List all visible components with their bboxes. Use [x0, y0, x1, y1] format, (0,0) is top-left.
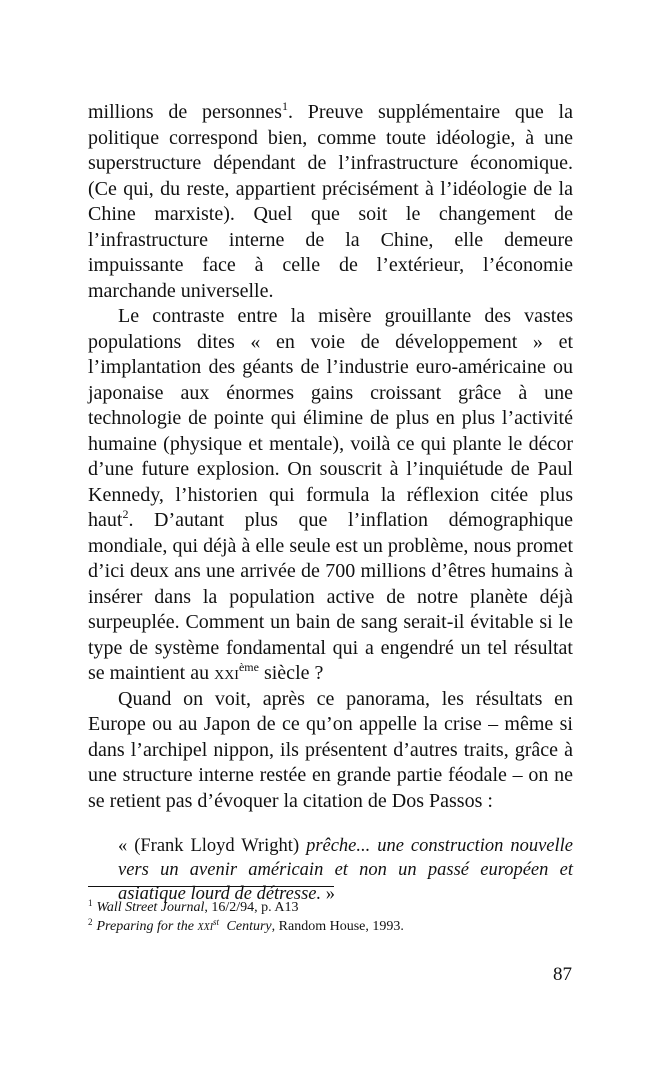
paragraph-1-text-a: millions de personnes [88, 101, 282, 123]
paragraph-1 [88, 100, 573, 304]
paragraph-3: Quand on voit, après ce panorama, les résultats en Europe ou au Japon de ce qu’on appelle la crise – même si dans l’archipel nippon, ils présentent d’autres traits, grâce à une structure interne restée en grande partie féodale – on ne se retient pas d’évoquer la citation de Dos Passos : [88, 687, 573, 812]
quote-close: » [321, 884, 336, 904]
footnote-ref-2[interactable]: 2 [122, 507, 129, 521]
footnote-2-number: 2 [88, 917, 93, 927]
footnote-1 [88, 898, 573, 917]
footnote-2-century: xxi [197, 919, 214, 934]
paragraph-1-text-b: . Preuve supplémentaire que la politique correspond bien, comme toute idéologie, à une superstructure dépendant de l’infrastructure économique. (Ce qui, du reste, appartient précisément à l’idéologie de la Chine marxiste). Quel que soit le changement de l’infrastructure interne de la Chine, elle demeure impuissante face à celle de l’extérieur, l’économie marchande universelle. [88, 101, 573, 302]
footnote-1-number: 1 [88, 898, 93, 908]
paragraph-2-text-b: . D’autant plus que l’inflation démographique mondiale, qui déjà à elle seule est un problème, nous promet d’ici deux ans une arrivée de 700 millions d’êtres humains à insérer dans la population active de notre planète déjà surpeuplée. Comment un bain de sang serait-il évitable si le type de système fondamental qui a engendré un tel résultat se maintient au [88, 509, 573, 684]
century-ordinal: ème [238, 660, 259, 674]
footnote-1-text: , 16/2/94, p. A13 [204, 900, 299, 915]
paragraph-2 [88, 304, 573, 687]
footnote-2-title [97, 919, 272, 934]
footnotes [88, 898, 573, 936]
page-body [88, 100, 573, 906]
footnote-2 [88, 917, 573, 936]
footnote-2-title-a: Preparing for the [96, 919, 198, 934]
century-numeral: xxi [214, 662, 239, 684]
footnote-1-title: Wall Street Journal [96, 900, 205, 915]
paragraph-2-text-c: siècle ? [258, 662, 324, 684]
quote-open: « (Frank Lloyd Wright) [118, 836, 307, 856]
paragraph-2-text-a: Le contraste entre la misère grouillante des vastes populations dites « en voie de développement » et l’implantation des géants de l’industrie euro-américaine ou japonaise aux énormes gains croissant grâce à une technologie de pointe qui élimine de plus en plus l’activité humaine (physique et mentale), voilà ce qui plante le décor d’une future explosion. On souscrit à l’inquiétude de Paul Kennedy, l’historien qui formula la réflexion citée plus haut [88, 305, 573, 531]
block-quote [118, 834, 573, 906]
quote-italic: prêche... une construction nouvelle vers un avenir américain et non un passé européen et asiatique lourd de détresse. [118, 836, 573, 904]
footnote-2-title-b: Century [223, 919, 272, 934]
footnote-2-century-ordinal: st [213, 917, 220, 927]
footnote-divider [88, 886, 334, 887]
footnote-2-text: , Random House, 1993. [271, 919, 404, 934]
page-number: 87 [553, 964, 572, 985]
footnote-ref-1[interactable]: 1 [281, 99, 288, 113]
